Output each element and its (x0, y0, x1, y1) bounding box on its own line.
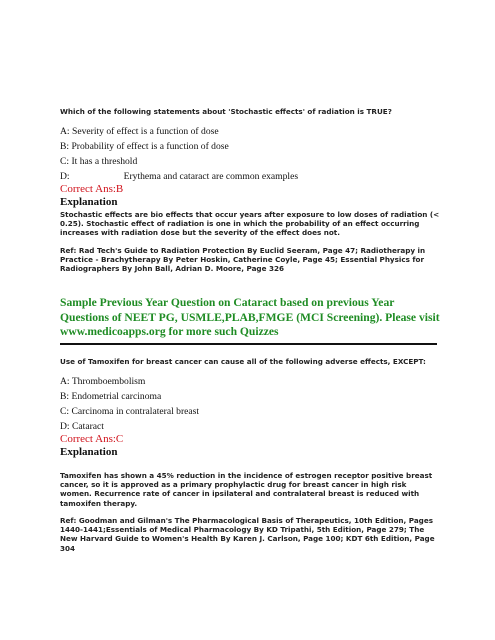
question-2-reference: Ref: Goodman and Gilman's The Pharmacological Basis of Therapeutics, 10th Edition, Pages 1440-1441;Essentials of Medical Pharmacology By KD Tripathi, 5th Edition, Page 279; The New Harvard Guide to Women's Health By Karen J. Carlson, Page 100; KDT 6th Edition, Page 304 (60, 516, 435, 553)
question-1-text: Which of the following statements about 'Stochastic effects' of radiation is TRUE? (60, 107, 392, 116)
question-1-reference: Ref: Rad Tech's Guide to Radiation Protection By Euclid Seeram, Page 47; Radiotherapy in Practice - Brachytherapy By Peter Hoskin, Catherine Coyle, Page 45; Essential Physics for Radiographers By John Ball, Adrian D. Moore, Page 326 (60, 246, 426, 274)
question-1-option-a: A: Severity of effect is a function of dose (60, 126, 219, 137)
question-2-explanation-heading: Explanation (60, 446, 118, 458)
section-divider (60, 343, 437, 345)
question-2-option-d: D: Cataract (60, 421, 104, 432)
question-1-option-b: B: Probability of effect is a function of dose (60, 141, 229, 152)
question-1-answer: Correct Ans:B (60, 183, 124, 195)
question-1-option-d-letter: D: (60, 171, 70, 182)
question-1-option-d (60, 171, 440, 183)
question-2-option-a: A: Thromboembolism (60, 376, 146, 387)
question-2-explanation: Tamoxifen has shown a 45% reduction in the incidence of estrogen receptor positive breast cancer, so it is approved as a primary prophylactic drug for breast cancer in high risk women. Recurrence rate of cancer in ipsilateral and contralateral breast is reduced with tamoxifen therapy. (60, 471, 433, 508)
question-1-option-d-text: Erythema and cataract are common examples (123, 171, 299, 182)
question-2-option-b: B: Endometrial carcinoma (60, 391, 162, 402)
promo-text: Sample Previous Year Question on Cataract based on previous Year Questions of NEET PG, USMLE,PLAB,FMGE (MCI Screening). Please visit www.medicoapps.org for more such Quizzes (60, 296, 440, 338)
question-2-text: Use of Tamoxifen for breast cancer can cause all of the following adverse effects, EXCEPT: (60, 357, 426, 366)
question-2-option-c: C: Carcinoma in contralateral breast (60, 406, 200, 417)
question-1-explanation-heading: Explanation (60, 196, 118, 208)
question-1-option-c: C: It has a threshold (60, 156, 138, 167)
question-2-answer: Correct Ans:C (60, 433, 124, 445)
question-1-explanation: Stochastic effects are bio effects that occur years after exposure to low doses of radiation (< 0.25). Stochastic effect of radiation is one in which the probability of an effect occurring increases with radiation dose but the severity of the effect does not. (60, 210, 440, 238)
